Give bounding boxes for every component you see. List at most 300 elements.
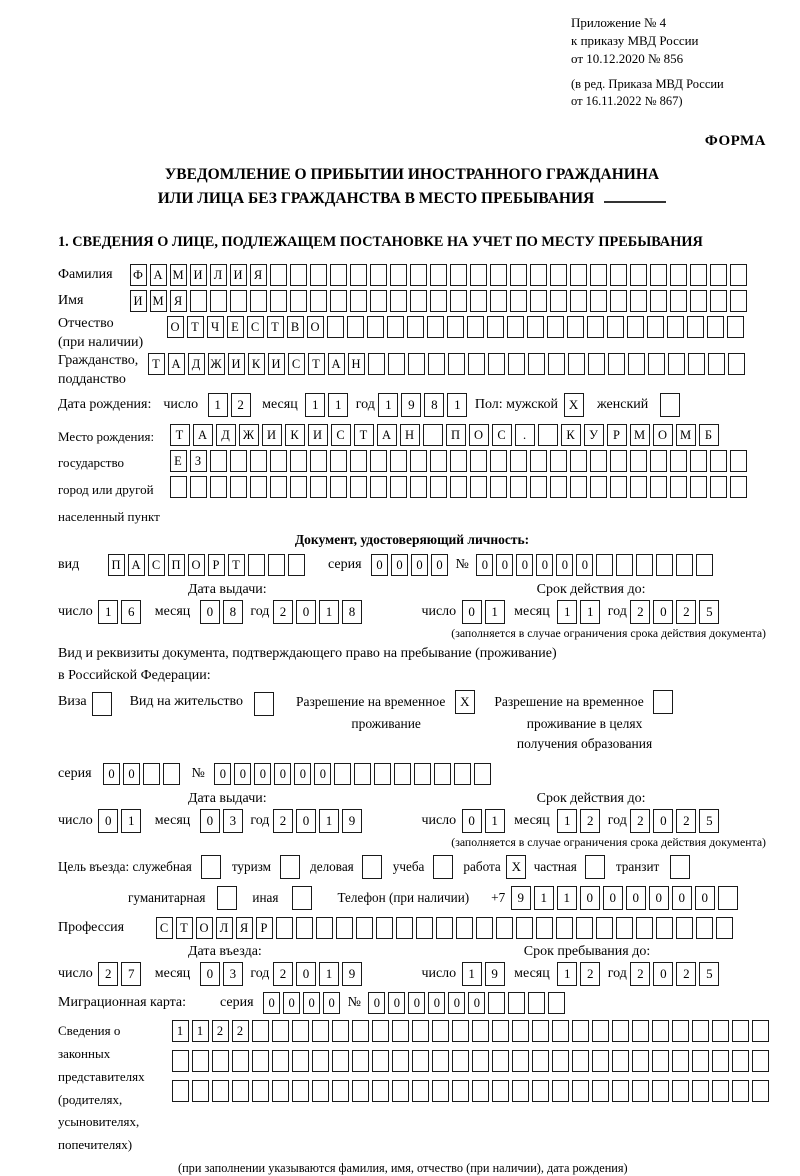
char-cell[interactable] <box>270 450 287 472</box>
char-cell[interactable] <box>416 917 433 939</box>
char-cell[interactable] <box>456 917 473 939</box>
char-cell[interactable]: . <box>515 424 535 446</box>
char-cell[interactable] <box>752 1020 769 1042</box>
char-cell[interactable] <box>436 917 453 939</box>
char-cell[interactable] <box>732 1020 749 1042</box>
char-cell[interactable] <box>587 316 604 338</box>
char-cell[interactable] <box>190 476 207 498</box>
char-cell[interactable] <box>490 264 507 286</box>
char-cell[interactable] <box>210 450 227 472</box>
char-cell[interactable]: И <box>230 264 247 286</box>
char-cell[interactable] <box>430 264 447 286</box>
char-cell[interactable] <box>163 763 180 785</box>
char-cell[interactable] <box>414 763 431 785</box>
char-cell[interactable]: Т <box>228 554 245 576</box>
char-cell[interactable]: 0 <box>294 763 311 785</box>
char-cell[interactable]: М <box>150 290 167 312</box>
char-cell[interactable] <box>270 476 287 498</box>
char-cell[interactable] <box>452 1020 469 1042</box>
char-cell[interactable] <box>610 476 627 498</box>
char-cell[interactable] <box>472 1080 489 1102</box>
char-cell[interactable] <box>390 264 407 286</box>
char-cell[interactable] <box>217 886 237 910</box>
char-cell[interactable] <box>250 450 267 472</box>
char-cell[interactable] <box>290 450 307 472</box>
char-cell[interactable]: Д <box>188 353 205 375</box>
char-cell[interactable] <box>310 450 327 472</box>
char-cell[interactable] <box>492 1080 509 1102</box>
char-cell[interactable] <box>410 264 427 286</box>
char-cell[interactable] <box>550 476 567 498</box>
char-cell[interactable]: Р <box>208 554 225 576</box>
char-cell[interactable] <box>252 1050 269 1072</box>
char-cell[interactable]: И <box>262 424 282 446</box>
char-cell[interactable] <box>570 290 587 312</box>
char-cell[interactable] <box>248 554 265 576</box>
char-cell[interactable] <box>450 476 467 498</box>
char-cell[interactable] <box>454 763 471 785</box>
char-cell[interactable]: 3 <box>223 962 243 986</box>
char-cell[interactable]: 0 <box>103 763 120 785</box>
char-cell[interactable]: 0 <box>653 600 673 624</box>
char-cell[interactable]: Б <box>699 424 719 446</box>
char-cell[interactable] <box>585 855 605 879</box>
char-cell[interactable] <box>350 450 367 472</box>
char-cell[interactable] <box>272 1080 289 1102</box>
char-cell[interactable]: Т <box>308 353 325 375</box>
char-cell[interactable] <box>470 290 487 312</box>
char-cell[interactable] <box>696 554 713 576</box>
char-cell[interactable] <box>492 1050 509 1072</box>
char-cell[interactable] <box>690 290 707 312</box>
char-cell[interactable] <box>512 1050 529 1072</box>
char-cell[interactable] <box>570 450 587 472</box>
char-cell[interactable] <box>532 1020 549 1042</box>
char-cell[interactable] <box>370 476 387 498</box>
char-cell[interactable]: С <box>247 316 264 338</box>
char-cell[interactable] <box>510 290 527 312</box>
char-cell[interactable] <box>590 290 607 312</box>
char-cell[interactable]: 2 <box>273 962 293 986</box>
char-cell[interactable] <box>430 450 447 472</box>
char-cell[interactable] <box>627 316 644 338</box>
char-cell[interactable]: Т <box>267 316 284 338</box>
char-cell[interactable] <box>372 1020 389 1042</box>
char-cell[interactable] <box>530 450 547 472</box>
char-cell[interactable] <box>632 1020 649 1042</box>
char-cell[interactable] <box>718 886 738 910</box>
char-cell[interactable] <box>716 917 733 939</box>
char-cell[interactable] <box>508 992 525 1014</box>
char-cell[interactable] <box>567 316 584 338</box>
char-cell[interactable] <box>636 917 653 939</box>
char-cell[interactable] <box>368 353 385 375</box>
char-cell[interactable] <box>712 1020 729 1042</box>
char-cell[interactable] <box>332 1020 349 1042</box>
char-cell[interactable] <box>432 1080 449 1102</box>
char-cell[interactable] <box>292 886 312 910</box>
char-cell[interactable] <box>507 316 524 338</box>
char-cell[interactable]: 0 <box>431 554 448 576</box>
char-cell[interactable]: А <box>128 554 145 576</box>
char-cell[interactable] <box>172 1080 189 1102</box>
char-cell[interactable]: 0 <box>254 763 271 785</box>
char-cell[interactable] <box>447 316 464 338</box>
char-cell[interactable] <box>572 1080 589 1102</box>
char-cell[interactable] <box>730 476 747 498</box>
char-cell[interactable] <box>370 264 387 286</box>
char-cell[interactable] <box>452 1080 469 1102</box>
char-cell[interactable] <box>350 264 367 286</box>
char-cell[interactable]: А <box>150 264 167 286</box>
char-cell[interactable]: 0 <box>388 992 405 1014</box>
char-cell[interactable]: 6 <box>121 600 141 624</box>
char-cell[interactable]: 2 <box>580 809 600 833</box>
char-cell[interactable]: 2 <box>676 600 696 624</box>
char-cell[interactable] <box>630 264 647 286</box>
char-cell[interactable] <box>510 450 527 472</box>
char-cell[interactable] <box>652 1020 669 1042</box>
char-cell[interactable] <box>528 992 545 1014</box>
char-cell[interactable]: 0 <box>323 992 340 1014</box>
char-cell[interactable]: 0 <box>263 992 280 1014</box>
char-cell[interactable]: 1 <box>319 600 339 624</box>
char-cell[interactable]: 1 <box>305 393 325 417</box>
char-cell[interactable] <box>408 353 425 375</box>
char-cell[interactable] <box>376 917 393 939</box>
char-cell[interactable]: О <box>167 316 184 338</box>
char-cell[interactable] <box>387 316 404 338</box>
char-cell[interactable] <box>356 917 373 939</box>
char-cell[interactable] <box>394 763 411 785</box>
char-cell[interactable]: 9 <box>401 393 421 417</box>
char-cell[interactable]: 1 <box>328 393 348 417</box>
char-cell[interactable] <box>230 290 247 312</box>
char-cell[interactable] <box>572 1020 589 1042</box>
char-cell[interactable] <box>488 353 505 375</box>
char-cell[interactable] <box>412 1080 429 1102</box>
char-cell[interactable]: 9 <box>342 809 362 833</box>
char-cell[interactable] <box>430 476 447 498</box>
char-cell[interactable] <box>670 264 687 286</box>
char-cell[interactable] <box>610 264 627 286</box>
char-cell[interactable]: 9 <box>511 886 531 910</box>
char-cell[interactable]: П <box>446 424 466 446</box>
char-cell[interactable]: З <box>190 450 207 472</box>
char-cell[interactable]: К <box>285 424 305 446</box>
char-cell[interactable]: 2 <box>98 962 118 986</box>
char-cell[interactable] <box>272 1020 289 1042</box>
char-cell[interactable]: А <box>193 424 213 446</box>
char-cell[interactable] <box>612 1050 629 1072</box>
char-cell[interactable] <box>330 450 347 472</box>
char-cell[interactable] <box>730 290 747 312</box>
char-cell[interactable] <box>590 476 607 498</box>
char-cell[interactable] <box>536 917 553 939</box>
char-cell[interactable] <box>670 450 687 472</box>
char-cell[interactable]: 1 <box>447 393 467 417</box>
char-cell[interactable]: И <box>308 424 328 446</box>
char-cell[interactable]: 1 <box>485 809 505 833</box>
char-cell[interactable] <box>288 554 305 576</box>
char-cell[interactable] <box>710 450 727 472</box>
char-cell[interactable]: 2 <box>630 962 650 986</box>
char-cell[interactable]: 0 <box>214 763 231 785</box>
char-cell[interactable] <box>352 1080 369 1102</box>
char-cell[interactable] <box>690 476 707 498</box>
char-cell[interactable] <box>652 1080 669 1102</box>
char-cell[interactable] <box>616 917 633 939</box>
char-cell[interactable]: Л <box>216 917 233 939</box>
char-cell[interactable]: 2 <box>580 962 600 986</box>
char-cell[interactable] <box>668 353 685 375</box>
char-cell[interactable]: 0 <box>411 554 428 576</box>
char-cell[interactable] <box>687 316 704 338</box>
char-cell[interactable] <box>650 476 667 498</box>
char-cell[interactable]: И <box>190 264 207 286</box>
char-cell[interactable]: Ж <box>239 424 259 446</box>
char-cell[interactable] <box>432 1050 449 1072</box>
char-cell[interactable] <box>550 264 567 286</box>
char-cell[interactable]: 0 <box>576 554 593 576</box>
char-cell[interactable]: 0 <box>653 962 673 986</box>
char-cell[interactable] <box>232 1080 249 1102</box>
char-cell[interactable]: Н <box>348 353 365 375</box>
char-cell[interactable]: С <box>331 424 351 446</box>
char-cell[interactable] <box>532 1050 549 1072</box>
char-cell[interactable]: 5 <box>699 600 719 624</box>
char-cell[interactable]: 2 <box>212 1020 229 1042</box>
char-cell[interactable] <box>592 1050 609 1072</box>
char-cell[interactable]: 0 <box>672 886 692 910</box>
char-cell[interactable]: А <box>328 353 345 375</box>
char-cell[interactable]: 1 <box>580 600 600 624</box>
char-cell[interactable] <box>250 476 267 498</box>
char-cell[interactable]: 5 <box>699 809 719 833</box>
char-cell[interactable] <box>362 855 382 879</box>
char-cell[interactable] <box>590 450 607 472</box>
char-cell[interactable] <box>423 424 443 446</box>
char-cell[interactable] <box>672 1080 689 1102</box>
char-cell[interactable]: 0 <box>516 554 533 576</box>
char-cell[interactable] <box>490 290 507 312</box>
char-cell[interactable] <box>672 1050 689 1072</box>
char-cell[interactable]: Т <box>354 424 374 446</box>
char-cell[interactable] <box>660 393 680 417</box>
char-cell[interactable]: Т <box>176 917 193 939</box>
char-cell[interactable]: 8 <box>342 600 362 624</box>
char-cell[interactable]: В <box>287 316 304 338</box>
char-cell[interactable] <box>412 1050 429 1072</box>
char-cell[interactable] <box>670 476 687 498</box>
char-cell[interactable] <box>512 1020 529 1042</box>
char-cell[interactable] <box>596 554 613 576</box>
char-cell[interactable] <box>596 917 613 939</box>
char-cell[interactable] <box>310 264 327 286</box>
char-cell[interactable] <box>636 554 653 576</box>
char-cell[interactable] <box>412 1020 429 1042</box>
char-cell[interactable]: 0 <box>649 886 669 910</box>
char-cell[interactable]: П <box>108 554 125 576</box>
char-cell[interactable] <box>610 450 627 472</box>
char-cell[interactable] <box>372 1080 389 1102</box>
char-cell[interactable] <box>336 917 353 939</box>
char-cell[interactable] <box>710 290 727 312</box>
char-cell[interactable]: 1 <box>121 809 141 833</box>
char-cell[interactable] <box>290 264 307 286</box>
char-cell[interactable]: Я <box>250 264 267 286</box>
char-cell[interactable] <box>450 264 467 286</box>
char-cell[interactable] <box>696 917 713 939</box>
char-cell[interactable]: 1 <box>485 600 505 624</box>
char-cell[interactable] <box>630 450 647 472</box>
char-cell[interactable] <box>252 1020 269 1042</box>
char-cell[interactable] <box>730 450 747 472</box>
char-cell[interactable]: 2 <box>273 600 293 624</box>
char-cell[interactable]: 0 <box>303 992 320 1014</box>
char-cell[interactable]: 0 <box>200 809 220 833</box>
char-cell[interactable]: 2 <box>231 393 251 417</box>
char-cell[interactable]: 0 <box>296 600 316 624</box>
char-cell[interactable]: М <box>630 424 650 446</box>
char-cell[interactable]: 2 <box>630 600 650 624</box>
char-cell[interactable] <box>490 450 507 472</box>
char-cell[interactable]: 0 <box>580 886 600 910</box>
char-cell[interactable] <box>474 763 491 785</box>
char-cell[interactable]: 0 <box>448 992 465 1014</box>
char-cell[interactable] <box>467 316 484 338</box>
char-cell[interactable]: 0 <box>428 992 445 1014</box>
char-cell[interactable]: 0 <box>98 809 118 833</box>
char-cell[interactable]: 2 <box>676 962 696 986</box>
char-cell[interactable] <box>530 476 547 498</box>
char-cell[interactable] <box>590 264 607 286</box>
char-cell[interactable]: 0 <box>556 554 573 576</box>
char-cell[interactable]: 8 <box>424 393 444 417</box>
char-cell[interactable]: Р <box>256 917 273 939</box>
char-cell[interactable] <box>92 692 112 716</box>
char-cell[interactable] <box>692 1080 709 1102</box>
char-cell[interactable] <box>143 763 160 785</box>
char-cell[interactable] <box>390 450 407 472</box>
char-cell[interactable] <box>692 1020 709 1042</box>
char-cell[interactable] <box>608 353 625 375</box>
char-cell[interactable] <box>690 264 707 286</box>
char-cell[interactable] <box>210 290 227 312</box>
char-cell[interactable]: А <box>168 353 185 375</box>
char-cell[interactable]: О <box>469 424 489 446</box>
char-cell[interactable] <box>550 290 567 312</box>
char-cell[interactable] <box>650 290 667 312</box>
char-cell[interactable] <box>212 1050 229 1072</box>
char-cell[interactable]: 2 <box>676 809 696 833</box>
char-cell[interactable]: Я <box>170 290 187 312</box>
char-cell[interactable]: Н <box>400 424 420 446</box>
char-cell[interactable]: П <box>168 554 185 576</box>
char-cell[interactable] <box>492 1020 509 1042</box>
char-cell[interactable] <box>434 763 451 785</box>
char-cell[interactable] <box>648 353 665 375</box>
char-cell[interactable] <box>592 1020 609 1042</box>
char-cell[interactable] <box>752 1050 769 1072</box>
char-cell[interactable] <box>252 1080 269 1102</box>
char-cell[interactable] <box>710 264 727 286</box>
char-cell[interactable] <box>433 855 453 879</box>
char-cell[interactable] <box>296 917 313 939</box>
char-cell[interactable] <box>392 1020 409 1042</box>
char-cell[interactable]: 2 <box>273 809 293 833</box>
char-cell[interactable] <box>670 290 687 312</box>
char-cell[interactable]: 1 <box>378 393 398 417</box>
char-cell[interactable] <box>334 763 351 785</box>
char-cell[interactable]: 0 <box>371 554 388 576</box>
char-cell[interactable] <box>692 1050 709 1072</box>
char-cell[interactable] <box>707 316 724 338</box>
char-cell[interactable] <box>470 264 487 286</box>
char-cell[interactable] <box>170 476 187 498</box>
char-cell[interactable]: 0 <box>603 886 623 910</box>
char-cell[interactable]: 1 <box>557 962 577 986</box>
char-cell[interactable] <box>450 290 467 312</box>
char-cell[interactable]: 1 <box>557 809 577 833</box>
char-cell[interactable] <box>732 1050 749 1072</box>
char-cell[interactable] <box>612 1080 629 1102</box>
char-cell[interactable]: Т <box>187 316 204 338</box>
char-cell[interactable] <box>212 1080 229 1102</box>
char-cell[interactable]: 0 <box>536 554 553 576</box>
char-cell[interactable] <box>570 264 587 286</box>
char-cell[interactable] <box>548 992 565 1014</box>
char-cell[interactable]: Е <box>170 450 187 472</box>
char-cell[interactable] <box>372 1050 389 1072</box>
char-cell[interactable] <box>508 353 525 375</box>
char-cell[interactable] <box>190 290 207 312</box>
char-cell[interactable] <box>468 353 485 375</box>
char-cell[interactable]: X <box>506 855 526 879</box>
char-cell[interactable]: К <box>561 424 581 446</box>
char-cell[interactable]: 0 <box>296 962 316 986</box>
char-cell[interactable] <box>452 1050 469 1072</box>
char-cell[interactable] <box>352 1050 369 1072</box>
char-cell[interactable] <box>390 290 407 312</box>
char-cell[interactable] <box>192 1080 209 1102</box>
char-cell[interactable]: И <box>268 353 285 375</box>
char-cell[interactable]: Ф <box>130 264 147 286</box>
char-cell[interactable] <box>607 316 624 338</box>
char-cell[interactable]: Д <box>216 424 236 446</box>
char-cell[interactable] <box>210 476 227 498</box>
char-cell[interactable] <box>290 290 307 312</box>
char-cell[interactable]: X <box>564 393 584 417</box>
char-cell[interactable] <box>354 763 371 785</box>
char-cell[interactable] <box>272 1050 289 1072</box>
char-cell[interactable] <box>610 290 627 312</box>
char-cell[interactable]: 5 <box>699 962 719 986</box>
char-cell[interactable]: Т <box>148 353 165 375</box>
char-cell[interactable] <box>512 1080 529 1102</box>
char-cell[interactable] <box>316 917 333 939</box>
char-cell[interactable] <box>656 917 673 939</box>
char-cell[interactable] <box>688 353 705 375</box>
char-cell[interactable] <box>552 1050 569 1072</box>
char-cell[interactable] <box>650 264 667 286</box>
char-cell[interactable]: Т <box>170 424 190 446</box>
char-cell[interactable] <box>488 992 505 1014</box>
char-cell[interactable]: 0 <box>653 809 673 833</box>
char-cell[interactable] <box>230 450 247 472</box>
char-cell[interactable] <box>727 316 744 338</box>
char-cell[interactable] <box>407 316 424 338</box>
